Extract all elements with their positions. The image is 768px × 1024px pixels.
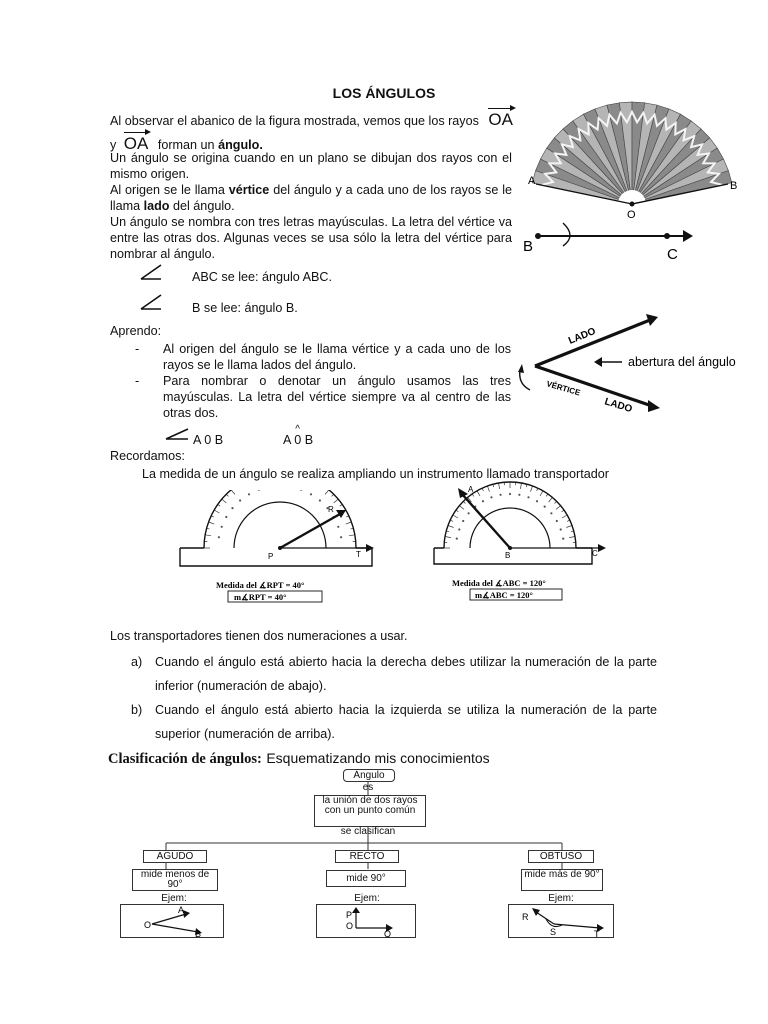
obtuso-ejem-label: Ejem: [548,893,574,904]
item-a-marker: a) [131,655,143,669]
protractor-rpt [176,490,388,608]
flow-root-box: Ángulo [343,769,395,782]
intro-line-1 [110,109,530,129]
protractor-tick [445,537,451,538]
category-agudo-box: AGUDO [143,850,207,863]
protractor-tick [477,491,480,496]
intro-paragraph-3 [110,182,512,214]
vertice-label: VÉRTICE [545,379,582,398]
item-a-line-1: Cuando el ángulo está abierto hacia la derecha debes utilizar la numeración de la parte [155,655,657,669]
protractor-tick [214,510,219,513]
fan-label-b: B [730,180,738,192]
item-a-line-2: inferior (numeración de abajo). [155,679,327,693]
fan-label-o: O [627,209,636,220]
protractor-mark [500,494,502,496]
protractor-tick [531,486,533,492]
angle-symbol-icon [163,426,191,442]
protractor-mark [239,499,241,501]
protractor-tick [448,525,454,527]
notation-a: A [283,433,291,447]
obtuso-label-t: T [594,929,600,938]
protractor-mark [225,516,227,518]
protractor-mark [300,490,302,491]
protractor-mark [248,493,250,495]
recordamos-text: La medida de un ángulo se realiza ampliando un instrumento llamado transportador [142,467,609,481]
angle-parts-figure [510,300,760,425]
example-abc: ABC se lee: ángulo ABC. [192,270,333,284]
protractor-mark [221,526,223,528]
page-title: LOS ÁNGULOS [332,85,436,101]
intro-angulo-bold: ángulo. [218,138,263,152]
notation-o-with-hat [294,424,302,448]
recto-ejem-label: Ejem: [354,893,380,904]
protractor-mark [319,499,321,501]
protractor-tick [556,506,561,510]
protractor-mark [509,493,511,495]
prot1-p: P [268,552,274,561]
angle-symbol-icon [138,292,164,312]
bullet-dash: - [135,374,140,388]
lado-bottom-label: LADO [603,396,634,416]
protractor-tick [222,499,227,503]
obtuso-desc-box: mide más de 90° [521,869,603,891]
notation-b: B [304,433,314,447]
p3-lado: lado [143,199,170,213]
p3-a: Al origen se le llama [110,183,225,197]
category-recto-box: RECTO [335,850,399,863]
p3-c: del ángulo y a cada uno de los rayos se le llama [110,183,513,213]
transportadores-intro: Los transportadores tienen dos numeraciones a usar. [110,629,408,643]
protractor-mark [462,520,464,522]
prot1-r: R [328,505,334,514]
protractor-mark [482,500,484,502]
bullet-dash: - [135,342,140,356]
protractor-tick [459,506,464,510]
protractor-tick [334,499,339,503]
ray-oa-vector-2: OA [123,134,149,153]
agudo-label-a: A [178,905,185,915]
intro-text-a: Al observar el abanico de la figura mostrada, vemos que los rayos [110,114,479,128]
flow-se-clasifican-label: se clasifican [340,826,396,837]
obtuso-label-r: R [522,912,529,922]
protractor-tick [566,525,572,527]
item-b-marker: b) [131,703,143,717]
protractor-abc [432,480,612,606]
recto-label-p: P [346,910,353,920]
protractor-mark [456,538,458,540]
recto-desc-box: mide 90° [326,870,406,887]
protractor-mark [218,536,220,538]
clasificacion-bold: Clasificación de ángulos: [108,751,262,767]
agudo-label-b: B [195,929,202,938]
flow-definition-box: la unión de dos rayos con un punto común [314,795,426,827]
recto-label-o: O [346,921,354,931]
aprendo-heading: Aprendo: [110,324,162,338]
protractor-tick [349,535,355,536]
protractor-mark [518,494,520,496]
prot2-b: B [505,551,511,560]
ray-label-c: C [667,246,678,263]
intro-forman: forman un [157,138,215,152]
intro-paragraph-4: Un ángulo se nombra con tres letras mayúsculas. La letra del vértice va entre las otras dos. Algunas veces se usa sólo la letra del vértice para nombrar al ángulo. [110,215,512,261]
p3-vertice: vértice [228,183,270,197]
hat-mark: ^ [295,424,300,435]
protractor-mark [544,506,546,508]
protractor-mark [536,500,538,502]
protractor-mark [562,538,564,540]
prot2-c: C [592,549,598,558]
prot2-caption-2: m∡ABC = 120° [475,590,533,600]
prot2-caption-1: Medida del ∡ABC = 120° [452,578,546,588]
item-b-line-1: Cuando el ángulo está abierto hacia la izquierda se utiliza la numeración de la parte [155,703,657,717]
agudo-example [120,904,224,938]
agudo-ejem-label: Ejem: [161,893,187,904]
abertura-label: abertura del ángulo [628,355,736,369]
prot2-a: A [468,485,474,494]
protractor-mark [490,496,492,498]
protractor-tick [209,522,215,524]
ray-oa-vector: OA [488,110,513,129]
protractor-mark [231,507,233,509]
aprendo-list [110,341,512,420]
protractor-tick [569,537,575,538]
aprendo-bullet-2: Para nombrar o denotar un ángulo usamos las tres mayúsculas. La letra del vértice siempre va al centro de las otras dos. [163,374,511,420]
obtuso-example [508,904,614,938]
notation-o: 0 [294,433,302,447]
category-obtuso-box: OBTUSO [528,850,594,863]
protractor-mark [550,512,552,514]
recto-label-q: Q [384,929,392,938]
ray-bc-figure [515,220,695,265]
aprendo-bullet-1: Al origen del ángulo se le llama vértice y a cada uno de los rayos se le llama lados del ángulo. [163,342,511,372]
clasificacion-rest: Esquematizando mis conocimientos [266,750,490,766]
agudo-label-o: O [144,920,152,930]
protractor-mark [468,512,470,514]
protractor-mark [258,490,260,491]
protractor-tick [540,491,543,496]
item-b-line-2: superior (numeración de arriba). [155,727,335,741]
protractor-mark [458,528,460,530]
protractor-tick [453,515,458,518]
angle-symbol-icon [138,262,164,282]
example-b: B se lee: ángulo B. [192,301,298,315]
protractor-mark [337,526,339,528]
protractor-tick [520,483,521,489]
notation-hat [283,424,314,448]
notation-aob: A 0 B [193,433,224,447]
intro-y: y [110,138,117,152]
lado-top-label: LADO [567,325,598,347]
protractor-tick [487,486,489,492]
protractor-tick [231,490,235,494]
protractor-tick [549,497,553,502]
protractor-mark [556,520,558,522]
protractor-tick [325,490,329,494]
protractor-tick [346,522,352,524]
fan-blades [532,102,732,218]
p3-d: del ángulo. [173,199,235,213]
protractor-mark [310,493,312,495]
obtuso-label-s: S [550,927,557,937]
ray-label-b: B [523,238,534,255]
protractor-tick [499,483,500,489]
prot1-t: T [356,550,361,559]
protractor-mark [560,528,562,530]
recto-example [316,904,416,938]
protractor-mark [340,536,342,538]
prot1-caption-1: Medida del ∡RPT = 40° [216,580,305,590]
protractor-tick [205,535,211,536]
protractor-mark [527,496,529,498]
agudo-desc-box: mide menos de 90° [132,869,218,891]
recordamos-heading: Recordamos: [110,449,185,463]
fan-figure [520,100,750,220]
fan-label-a: A [528,175,536,187]
intro-paragraph-2: Un ángulo se origina cuando en un plano se dibujan dos rayos con el mismo origen. [110,151,512,181]
prot1-caption-2: m∡RPT = 40° [234,592,287,602]
flow-es-label: es [362,782,374,793]
protractor-tick [562,515,567,518]
